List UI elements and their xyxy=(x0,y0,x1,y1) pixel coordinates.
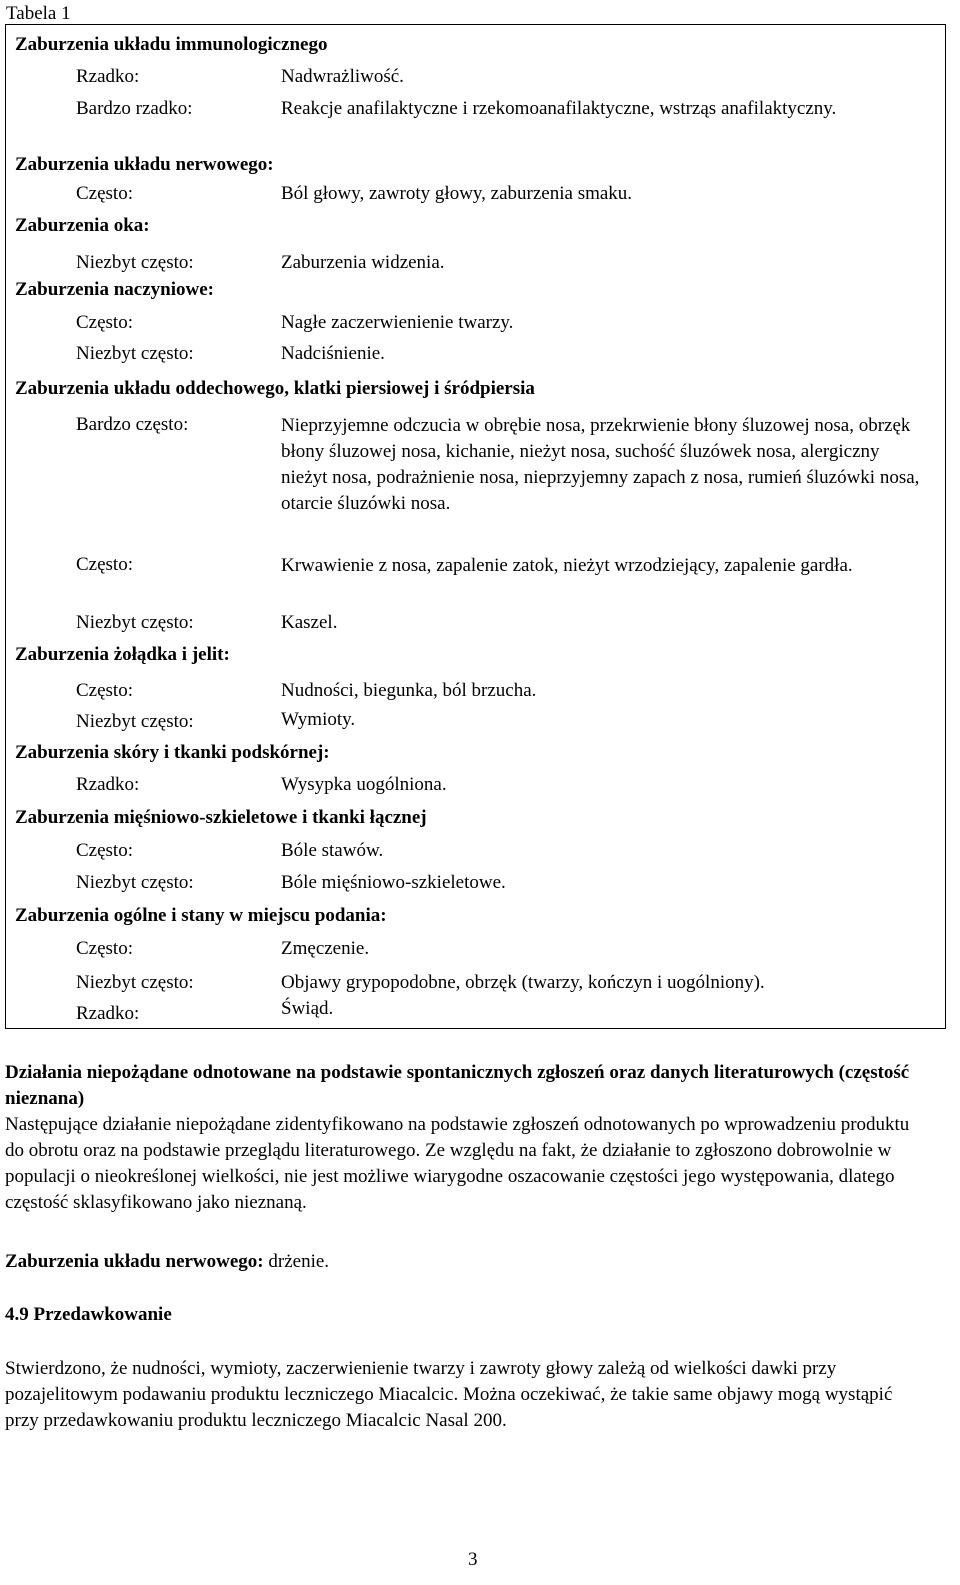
effect-description: Nagłe zaczerwienienie twarzy. xyxy=(281,312,514,333)
frequency-label: Bardzo rzadko: xyxy=(76,98,193,119)
section-heading-respiratory: Zaburzenia układu oddechowego, klatki piersiowej i śródpiersia xyxy=(15,378,535,399)
nervous-system-label: Zaburzenia układu nerwowego: xyxy=(5,1251,264,1272)
effect-description: Reakcje anafilaktyczne i rzekomoanafilaktyczne, wstrząs anafilaktyczny. xyxy=(281,98,837,119)
effect-description: Nudności, biegunka, ból brzucha. xyxy=(281,680,537,701)
frequency-label: Niezbyt często: xyxy=(76,972,194,993)
effect-description: Nadwrażliwość. xyxy=(281,66,404,87)
frequency-label: Rzadko: xyxy=(76,774,140,795)
frequency-label: Niezbyt często: xyxy=(76,872,194,893)
section-heading-skin: Zaburzenia skóry i tkanki podskórnej: xyxy=(15,742,330,763)
effect-description: Nieprzyjemne odczucia w obrębie nosa, przekrwienie błony śluzowej nosa, obrzęk błony śluzowej nosa, kichanie, nieżyt nosa, suchość śluzówek nosa, alergiczny nieżyt nosa, podrażnienie nosa, nieprzyjemny zapach z nosa, rumień śluzówki nosa, otarcie śluzówki nosa. xyxy=(281,415,920,514)
effect-description: Kaszel. xyxy=(281,612,338,633)
page-number: 3 xyxy=(468,1549,478,1570)
effect-description: Świąd. xyxy=(281,998,334,1019)
effect-description: Wymioty. xyxy=(281,709,356,730)
spontaneous-reports-body: Następujące działanie niepożądane zidentyfikowano na podstawie zgłoszeń odnotowanych po wprowadzeniu produktu do obrotu oraz na podstawie przeglądu literaturowego. Ze względu na fakt, że działanie to zgłoszono dobrowolnie w populacji o nieokreślonej wielkości, nie jest możliwe wiarygodne oszacowanie częstości jego występowania, dlatego częstość sklasyfikowano jako nieznaną. xyxy=(5,1114,910,1213)
nervous-system-note xyxy=(5,1250,930,1274)
table-caption: Tabela 1 xyxy=(6,3,71,24)
frequency-label: Rzadko: xyxy=(76,1003,140,1024)
section-heading-gastro: Zaburzenia żołądka i jelit: xyxy=(15,644,230,665)
effect-description: Bóle stawów. xyxy=(281,840,384,861)
effect-description: Ból głowy, zawroty głowy, zaburzenia smaku. xyxy=(281,183,633,204)
effect-description: Bóle mięśniowo-szkieletowe. xyxy=(281,872,506,893)
spontaneous-reports-heading: Działania niepożądane odnotowane na podstawie spontanicznych zgłoszeń oraz danych literaturowych (częstość nieznana) xyxy=(5,1062,910,1109)
section-heading-vascular: Zaburzenia naczyniowe: xyxy=(15,279,214,300)
frequency-label: Niezbyt często: xyxy=(76,612,194,633)
frequency-label: Niezbyt często: xyxy=(76,343,194,364)
overdose-heading: 4.9 Przedawkowanie xyxy=(5,1304,172,1325)
effect-description: Krwawienie z nosa, zapalenie zatok, nieżyt wrzodziejący, zapalenie gardła. xyxy=(281,555,853,576)
effect-description: Objawy grypopodobne, obrzęk (twarzy, kończyn i uogólniony). xyxy=(281,972,765,993)
frequency-label: Często: xyxy=(76,312,133,333)
effect-description: Zaburzenia widzenia. xyxy=(281,252,445,273)
frequency-label: Bardzo często: xyxy=(76,414,189,435)
frequency-label: Rzadko: xyxy=(76,66,140,87)
section-heading-immune: Zaburzenia układu immunologicznego xyxy=(15,34,328,55)
nervous-system-value: drżenie. xyxy=(263,1251,330,1272)
frequency-label: Często: xyxy=(76,938,133,959)
effect-description: Zmęczenie. xyxy=(281,938,370,959)
overdose-body: Stwierdzono, że nudności, wymioty, zaczerwienienie twarzy i zawroty głowy zależą od wielkości dawki przy pozajelitowym podawaniu produktu leczniczego Miacalcic. Można oczekiwać, że takie same objawy mogą wystąpić przy przedawkowaniu produktu leczniczego Miacalcic Nasal 200. xyxy=(5,1358,893,1431)
effect-description: Wysypka uogólniona. xyxy=(281,774,447,795)
section-heading-eye: Zaburzenia oka: xyxy=(15,215,150,236)
section-heading-musculoskeletal: Zaburzenia mięśniowo-szkieletowe i tkanki łącznej xyxy=(15,807,427,828)
frequency-label: Niezbyt często: xyxy=(76,252,194,273)
frequency-label: Często: xyxy=(76,554,133,575)
frequency-label: Niezbyt często: xyxy=(76,711,194,732)
frequency-label: Często: xyxy=(76,680,133,701)
section-heading-general: Zaburzenia ogólne i stany w miejscu podania: xyxy=(15,905,387,926)
frequency-label: Często: xyxy=(76,183,133,204)
effect-description: Nadciśnienie. xyxy=(281,343,385,364)
adverse-effects-table xyxy=(5,24,946,1029)
section-heading-nervous: Zaburzenia układu nerwowego: xyxy=(15,154,274,175)
frequency-label: Często: xyxy=(76,840,133,861)
